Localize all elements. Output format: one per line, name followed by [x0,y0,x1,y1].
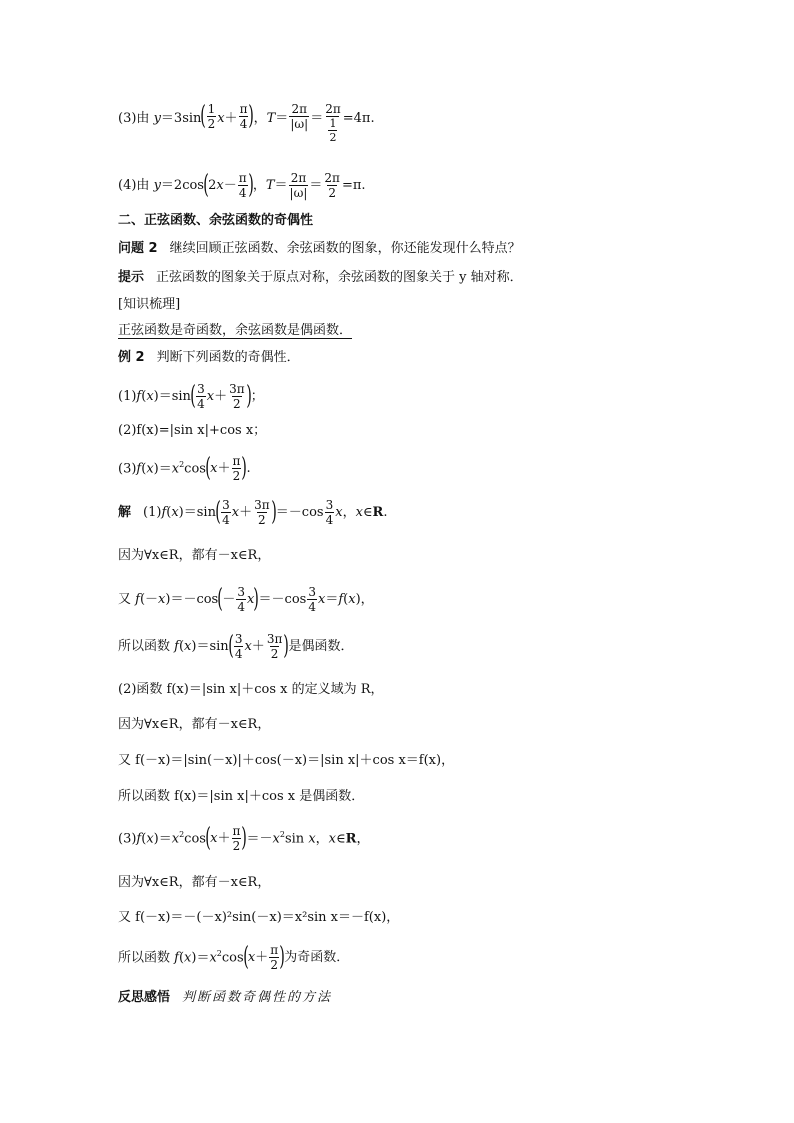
example-item-3: $(3)f(x)=x^2\cos$ ( x ＋ $\frac{\pi}{2}$ ) . [118,453,251,483]
knowledge-heading: [知识梳理] [118,297,181,312]
example-item-2: (2)f(x)=|sin x|+cos x； [118,423,267,438]
forall-2: 因为∀x∈R，都有－x∈R， [118,717,271,732]
line-4: (4)由 y＝2cos ( 2x－ $\frac{\pi}{4}$ ) ，T＝ $\frac{2\pi}{|\omega|}$ ＝ $\frac{2\pi}{2}$ =π. [118,170,366,200]
section-heading: 二、正弦函数、余弦函数的奇偶性 [118,213,314,228]
solution-3-you: 又 f(－x)＝－(－x)²sin(－x)＝x²sin x＝－f(x)， [118,910,400,925]
solution-1-conclusion: 所以函数 f(x)＝sin ( $\frac{3}{4}$ x ＋ $\frac{3\pi}{2}$ ) 是偶函数． [118,631,354,661]
forall-1: 因为∀x∈R，都有－x∈R， [118,548,271,563]
example-item-1: (1)f(x)＝sin ( $\frac{3}{4}$ x ＋ $\frac{3\pi}{2}$ ) ； [118,381,264,411]
example-2: 例 2 判断下列函数的奇偶性． [118,350,300,365]
solution-2-conclusion: 所以函数 f(x)＝|sin x|＋cos x 是偶函数． [118,789,365,804]
solution-3-conclusion: 所以函数 $f(x)=x^2\cos$ ( x ＋ $\frac{\pi}{2}$ ) 为奇函数． [118,942,350,972]
forall-3: 因为∀x∈R，都有－x∈R， [118,875,271,890]
reflection: 反思感悟 判断函数奇偶性的方法 [118,990,333,1005]
solution-1: 解 (1)f(x)＝sin ( $\frac{3}{4}$ x ＋ $\frac{3\pi}{2}$ ) ＝－cos $\frac{3}{4}$ x，x∈R. [118,497,388,527]
solution-2-you: 又 f(－x)＝|sin(－x)|＋cos(－x)＝|sin x|＋cos x＝f(x)， [118,753,455,768]
question-2: 问题 2 继续回顾正弦函数、余弦函数的图象，你还能发现什么特点？ [118,241,521,256]
solution-2-domain: (2)函数 f(x)＝|sin x|＋cos x 的定义域为 R， [118,682,384,697]
solution-3: $(3)f(x)=x^2\cos$ ( x ＋ $\frac{\pi}{2}$ ) $=-x^2\sin$ x，x∈R， [118,823,370,853]
parity-statement: 正弦函数是奇函数，余弦函数是偶函数． [118,323,353,338]
line-3: (3)由 y＝3sin ( $\frac{1}{2}$ x ＋ $\frac{\pi}{4}$ ) ，T＝ $\frac{2\pi}{|\omega|}$ ＝ $\frac{2\pi}{\frac{1}{2}}$ =4π. [118,101,375,144]
solution-1-you: 又 f(－x)＝－cos ( － $\frac{3}{4}$ x ) ＝－cos $\frac{3}{4}$ x＝f(x)， [118,584,374,614]
hint: 提示 正弦函数的图象关于原点对称，余弦函数的图象关于 y 轴对称． [118,270,523,285]
